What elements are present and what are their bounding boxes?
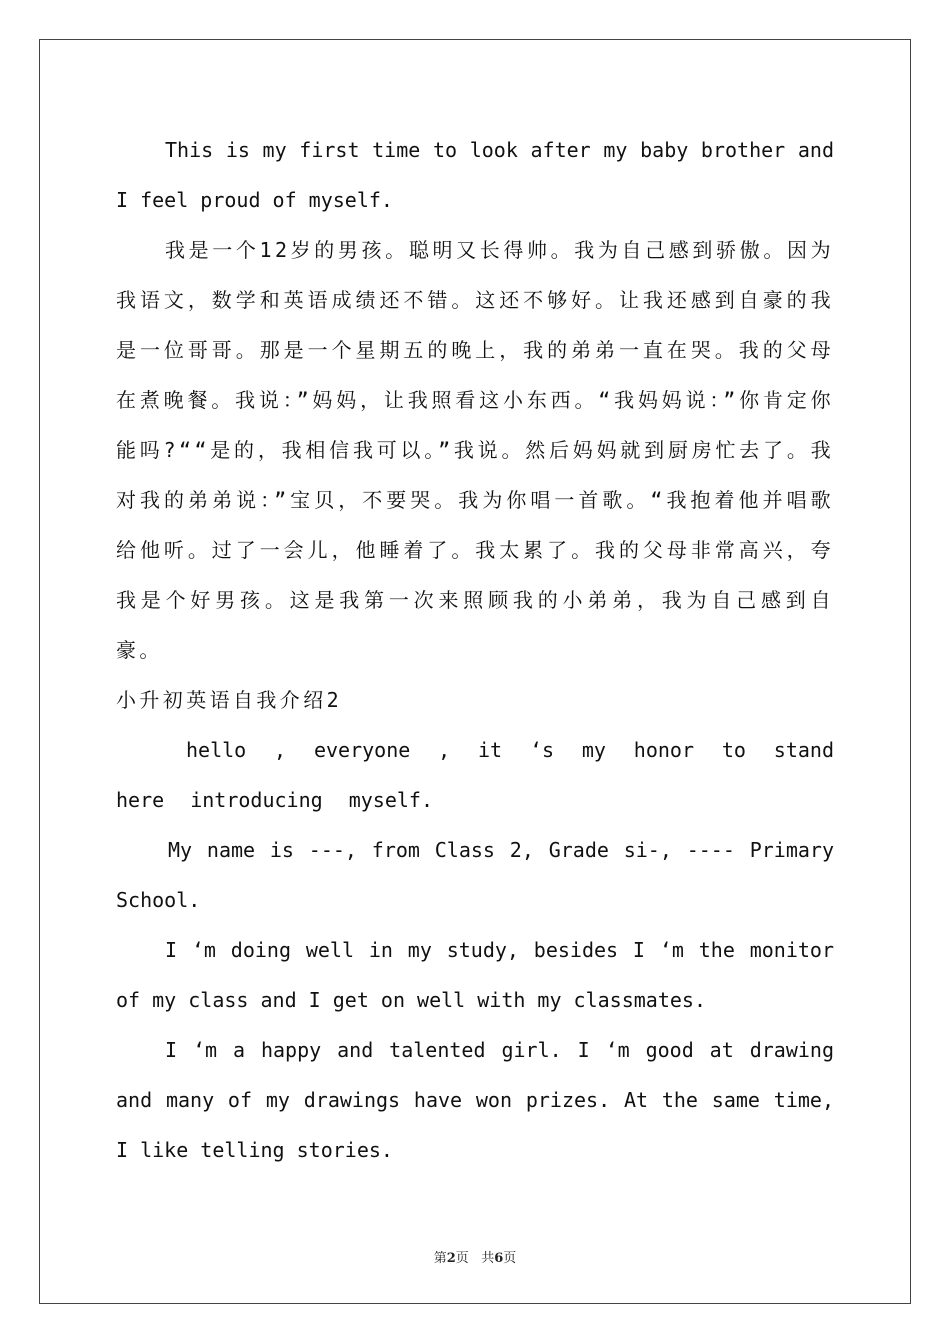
footer-total-suffix: 页 bbox=[503, 1251, 517, 1266]
footer-total-prefix: 共 bbox=[481, 1251, 495, 1266]
paragraph-talents: I ‘m a happy and talented girl. I ‘m good at drawing and many of my drawings have won prizes. At the same time, I like telling stories. bbox=[116, 1038, 834, 1162]
section-heading: 小升初英语自我介绍2 bbox=[116, 688, 343, 712]
paragraph-study: I ‘m doing well in my study, besides I ‘m the monitor of my class and I get on well with my classmates. bbox=[116, 938, 834, 1012]
paragraph-proud-brother: This is my first time to look after my baby brother and I feel proud of myself. bbox=[116, 138, 834, 212]
paragraph-chinese-story: 我是一个12岁的男孩。聪明又长得帅。我为自己感到骄傲。因为我语文，数学和英语成绩还不错。这还不够好。让我还感到自豪的我是一位哥哥。那是一个星期五的晚上，我的弟弟一直在哭。我的父母在煮晚餐。我说：”妈妈，让我照看这小东西。“我妈妈说：”你肯定你能吗?““是的，我相信我可以。”我说。然后妈妈就到厨房忙去了。我对我的弟弟说：”宝贝，不要哭。我为你唱一首歌。“我抱着他并唱歌给他听。过了一会儿，他睡着了。我太累了。我的父母非常高兴，夸我是个好男孩。这是我第一次来照顾我的小弟弟，我为自己感到自豪。 bbox=[116, 238, 834, 662]
paragraph-name-class: My name is ---, from Class 2, Grade si-, ---- Primary School. bbox=[116, 838, 834, 912]
page-footer bbox=[0, 1247, 950, 1266]
footer-current-page: 2 bbox=[446, 1251, 456, 1266]
footer-prefix: 第 bbox=[433, 1251, 447, 1266]
paragraph-greeting: hello , everyone , it ‘s my honor to stand here introducing myself. bbox=[116, 738, 834, 812]
document-body bbox=[116, 125, 834, 1175]
footer-total-pages: 6 bbox=[494, 1251, 504, 1266]
footer-page-suffix: 页 bbox=[455, 1251, 469, 1266]
